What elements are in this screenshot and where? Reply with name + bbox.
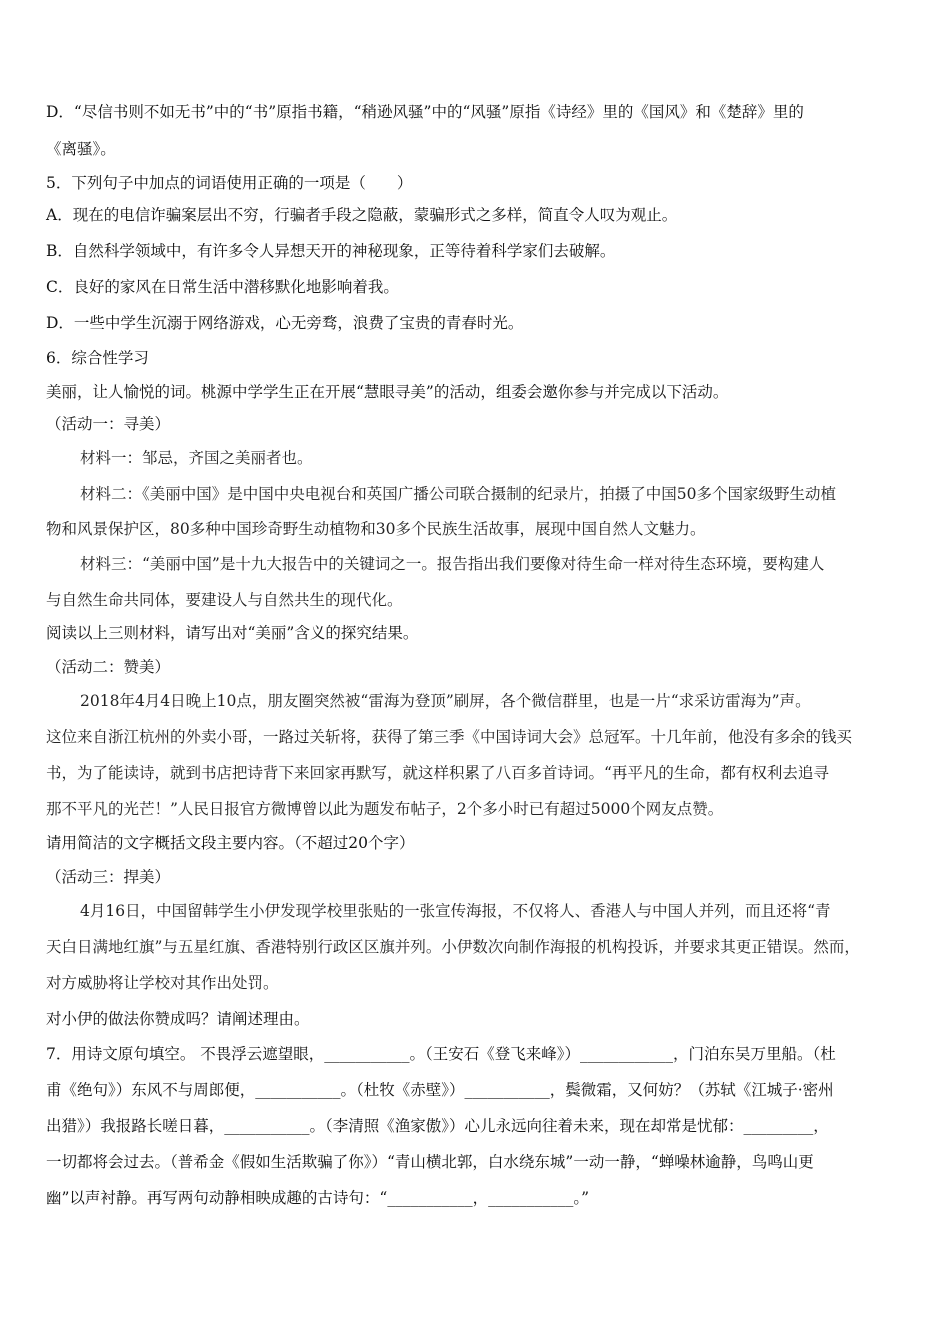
activity-2-heading: （活动二：赞美） bbox=[46, 658, 171, 676]
question-7-line-2: 甫《绝句》）东风不与周郎便，___________。（杜牧《赤壁》）___________，鬓微霜，又何妨？（苏轼《江城子·密州 bbox=[46, 1081, 834, 1099]
question-7-line-3: 出猎》）我报路长嗟日暮，___________。（李清照《渔家傲》）心儿永远向往着未来，现在却常是忧郁：_________， bbox=[46, 1117, 829, 1135]
activity-2-text-line-3: 书，为了能读诗，就到书店把诗背下来回家再默写，就这样积累了八百多首诗词。“再平凡的生命，都有权利去追寻 bbox=[46, 764, 829, 782]
option-d-line-1: D．“尽信书则不如无书”中的“书”原指书籍，“稍逊风骚”中的“风骚”原指《诗经》里的《国风》和《楚辞》里的 bbox=[46, 103, 804, 121]
activity-3-text-line-2: 天白日满地红旗”与五星红旗、香港特别行政区区旗并列。小伊数次向制作海报的机构投诉，并要求其更正错误。然而， bbox=[46, 938, 860, 956]
material-2-line-2: 物和风景保护区，80多种中国珍奇野生动植物和30多个民族生活故事，展现中国自然人文魅力。 bbox=[46, 520, 706, 538]
activity-3-text-line-1: 4月16日，中国留韩学生小伊发现学校里张贴的一张宣传海报，不仅将人、香港人与中国人并列，而且还将“青 bbox=[80, 902, 831, 920]
activity-1-task: 阅读以上三则材料，请写出对“美丽”含义的探究结果。 bbox=[46, 624, 419, 642]
activity-2-text-line-2: 这位来自浙江杭州的外卖小哥，一路过关斩将，获得了第三季《中国诗词大会》总冠军。十几年前，他没有多余的钱买 bbox=[46, 728, 853, 746]
question-7-line-5: 幽”以声衬静。再写两句动静相映成趣的古诗句：“___________，___________。” bbox=[46, 1189, 590, 1207]
material-3-line-2: 与自然生命共同体，要建设人与自然共生的现代化。 bbox=[46, 591, 403, 609]
material-1: 材料一：邹忌，齐国之美丽者也。 bbox=[80, 449, 313, 467]
activity-2-text-line-4: 那不平凡的光芒！”人民日报官方微博曾以此为题发布帖子，2个多小时已有超过5000个网友点赞。 bbox=[46, 800, 724, 818]
question-7-line-4: 一切都将会过去。（普希金《假如生活欺骗了你》）“青山横北郭，白水绕东城”一动一静，“蝉噪林逾静，鸟鸣山更 bbox=[46, 1153, 814, 1171]
material-2-line-1: 材料二：《美丽中国》是中国中央电视台和英国广播公司联合摄制的纪录片，拍摄了中国50多个国家级野生动植 bbox=[80, 485, 836, 503]
activity-3-text-line-3: 对方威胁将让学校对其作出处罚。 bbox=[46, 974, 279, 992]
option-d-line-2: 《离骚》。 bbox=[46, 140, 116, 158]
q5-option-a: A．现在的电信诈骗案层出不穷，行骗者手段之隐蔽，蒙骗形式之多样，简直令人叹为观止。 bbox=[46, 206, 678, 224]
q5-option-d: D．一些中学生沉溺于网络游戏，心无旁骛，浪费了宝贵的青春时光。 bbox=[46, 314, 524, 332]
activity-1-heading: （活动一：寻美） bbox=[46, 415, 171, 433]
question-7-line-1: 7．用诗文原句填空。 不畏浮云遮望眼，___________。（王安石《登飞来峰》）____________，门泊东吴万里船。（杜 bbox=[46, 1045, 836, 1063]
question-6-intro: 美丽，让人愉悦的词。桃源中学学生正在开展“慧眼寻美”的活动，组委会邀你参与并完成以下活动。 bbox=[46, 383, 729, 401]
question-5-stem: 5．下列句子中加点的词语使用正确的一项是（ ） bbox=[46, 174, 413, 192]
q5-option-b: B．自然科学领域中，有许多令人异想天开的神秘现象，正等待着科学家们去破解。 bbox=[46, 242, 616, 260]
activity-3-task: 对小伊的做法你赞成吗？请阐述理由。 bbox=[46, 1010, 310, 1028]
activity-2-task: 请用简洁的文字概括文段主要内容。（不超过20个字） bbox=[46, 834, 415, 852]
material-3-line-1: 材料三：“美丽中国”是十九大报告中的关键词之一。报告指出我们要像对待生命一样对待生态环境，要构建人 bbox=[80, 555, 825, 573]
question-6-title: 6．综合性学习 bbox=[46, 349, 149, 367]
activity-2-text-line-1: 2018年4月4日晚上10点，朋友圈突然被“雷海为登顶”刷屏，各个微信群里，也是一片“求采访雷海为”声。 bbox=[80, 692, 811, 710]
activity-3-heading: （活动三：捍美） bbox=[46, 868, 171, 886]
q5-option-c: C．良好的家风在日常生活中潜移默化地影响着我。 bbox=[46, 278, 399, 296]
